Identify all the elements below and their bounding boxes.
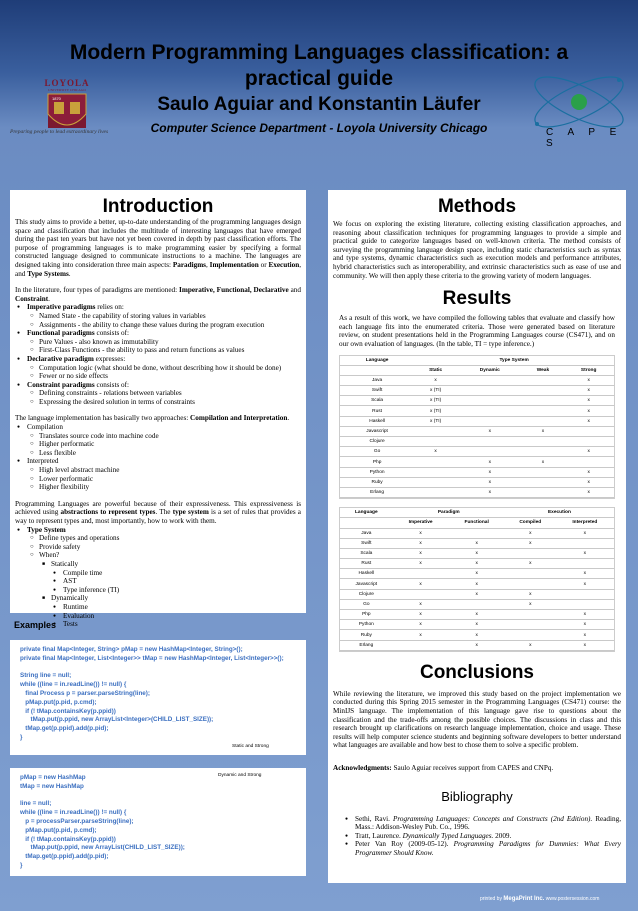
table-cell: x — [505, 559, 556, 569]
table-cell: Java — [340, 375, 414, 385]
capes-label: C A P E S — [546, 127, 623, 149]
table-header-row — [340, 365, 614, 375]
loyola-sub: UNIVERSITY CHICAGO — [48, 88, 86, 92]
code-label-dynamic: Dynamic and Strong — [218, 773, 262, 778]
table-cell: x — [563, 477, 614, 487]
type-system-list: ● Type System ○ Define types and operations ○ Provide safety ○ When? ■ Statically ● Compile time ● AST ● Type inference (TI) ■ Dynamically ● Runtime ● Evaluation ● Tests — [15, 526, 301, 629]
table-cell — [523, 386, 564, 396]
table-cell: Paradigm — [393, 508, 505, 518]
table-cell — [556, 599, 614, 609]
table-cell — [393, 640, 449, 650]
table-row — [340, 599, 614, 609]
table-cell: Go — [340, 447, 414, 457]
table-cell — [414, 467, 457, 477]
table-cell: x — [523, 457, 564, 467]
code-line: String line = null; — [20, 672, 72, 680]
table-header-row — [340, 508, 614, 518]
table-cell — [457, 375, 523, 385]
table-cell: x — [556, 569, 614, 579]
table-cell: x (TI) — [414, 406, 457, 416]
code-line: while ((line = in.readLine()) != null) { — [20, 809, 127, 817]
paradigm-execution-table — [339, 507, 615, 652]
code-line — [20, 664, 296, 673]
code-line: } — [20, 733, 23, 741]
table-row — [340, 396, 614, 406]
poster-title: Modern Programming Languages classification: a practical guide — [69, 41, 569, 90]
table-cell: x — [448, 589, 504, 599]
code-line: } — [20, 861, 23, 869]
loyola-shield-icon — [12, 92, 124, 132]
table-cell: x — [556, 548, 614, 558]
table-cell — [523, 487, 564, 497]
bib-ref-3: ● Peter Van Roy (2009-05-12). Programming Paradigms for Dummies: What Every Programmer Should Know. — [355, 840, 621, 857]
table-row — [340, 640, 614, 650]
table-header-row — [340, 356, 614, 366]
table-cell — [448, 528, 504, 538]
table-row — [340, 406, 614, 416]
type-system-grid — [340, 356, 614, 499]
code-example-dynamic — [10, 768, 306, 876]
poster-header — [0, 0, 638, 150]
table-row — [340, 528, 614, 538]
table-cell: x — [393, 579, 449, 589]
table-cell: x — [393, 559, 449, 569]
table-row — [340, 487, 614, 497]
table-cell: x — [393, 599, 449, 609]
table-row — [340, 548, 614, 558]
table-row — [340, 538, 614, 548]
table-cell — [393, 569, 449, 579]
table-cell: Javascript — [340, 579, 393, 589]
table-cell: Execution — [505, 508, 614, 518]
code-line: if (! tMap.containsKey(p.ppid)) — [20, 707, 116, 715]
table-row — [340, 620, 614, 630]
code-line: pMap.put(p.pid, p.cmd); — [20, 698, 97, 706]
loyola-tagline: Preparing people to lead extraordinary lives — [10, 129, 109, 135]
table-cell: x — [448, 579, 504, 589]
table-cell: x — [457, 457, 523, 467]
table-cell: Type System — [414, 356, 614, 366]
table-cell: Erlang — [340, 640, 393, 650]
bib-ref-2: ● Tratt, Laurence. Dynamically Typed Languages. 2009. — [355, 832, 621, 841]
table-cell: Php — [340, 457, 414, 467]
code-line: tMap = new HashMap — [20, 782, 84, 790]
table-cell: Swift — [340, 538, 393, 548]
table-cell — [523, 396, 564, 406]
table-cell: Language — [340, 508, 393, 518]
table-cell: Interpreted — [556, 518, 614, 528]
table-row — [340, 447, 614, 457]
table-cell: x — [448, 569, 504, 579]
table-cell — [556, 589, 614, 599]
table-cell — [457, 437, 523, 447]
table-cell — [523, 447, 564, 457]
table-cell — [523, 406, 564, 416]
code-line: tMap.put(p.ppid, new ArrayList(CHILD_LIST_SIZE)); — [20, 844, 185, 852]
table-row — [340, 426, 614, 436]
table-cell — [414, 437, 457, 447]
table-cell — [523, 375, 564, 385]
table-cell: x — [448, 538, 504, 548]
table-cell: Rust — [340, 559, 393, 569]
table-cell: Compiled — [505, 518, 556, 528]
table-cell: x — [457, 477, 523, 487]
table-cell: x — [563, 416, 614, 426]
code-line: p = processParser.parseString(line); — [20, 817, 134, 825]
table-row — [340, 386, 614, 396]
table-cell: Java — [340, 528, 393, 538]
table-cell: x — [457, 487, 523, 497]
table-cell — [563, 457, 614, 467]
table-cell: x — [556, 630, 614, 640]
printer-brand: MegaPrint Inc. — [503, 896, 545, 902]
code-line: if (! tMap.containsKey(p.ppid)) — [20, 835, 116, 843]
table-cell: x — [414, 375, 457, 385]
poster-authors: Saulo Aguiar and Konstantin Läufer — [157, 94, 481, 115]
table-cell: Static — [414, 365, 457, 375]
table-cell — [448, 599, 504, 609]
table-cell: Scala — [340, 396, 414, 406]
table-cell — [340, 365, 414, 375]
table-cell: x — [414, 447, 457, 457]
code-line: pMap = new HashMap — [20, 774, 86, 781]
bibliography-list — [333, 815, 621, 858]
table-cell — [556, 538, 614, 548]
table-cell — [457, 416, 523, 426]
code-line: while ((line = in.readLine()) != null) { — [20, 681, 127, 689]
table-cell — [505, 610, 556, 620]
code-line: private final Map<Integer, String> pMap = new HashMap<Integer, String>(); — [20, 646, 243, 653]
table-cell: Clojure — [340, 589, 393, 599]
table-cell: x — [448, 620, 504, 630]
table-row — [340, 569, 614, 579]
table-cell: x — [448, 548, 504, 558]
table-row — [340, 437, 614, 447]
results-text: As a result of this work, we have compiled the following tables that evaluate and classify how each language fits into the enumerated criteria. Those were generated based on literature review, on student presentations held in the Programming Languages course (CS471), and on our own evaluation of languages. (In the table, TI = type inference.) — [339, 314, 615, 348]
code-block-static — [20, 646, 296, 743]
table-row — [340, 457, 614, 467]
table-cell — [505, 569, 556, 579]
loyola-name: LOYOLA — [44, 78, 90, 88]
table-cell: x — [505, 528, 556, 538]
paradigm-execution-grid — [340, 508, 614, 651]
table-cell — [523, 467, 564, 477]
table-cell: x — [563, 386, 614, 396]
code-line: private final Map<Integer, List<Integer>> tMap = new HashMap<Integer, List<Integer>>(); — [20, 654, 284, 662]
table-cell — [523, 416, 564, 426]
introduction-body: This study aims to provide a better, up-to-date understanding of the programming languages design space and classification that includes the multitude of interesting languages that have emerged during the past ten years but have not yet been covered in depth by past classification efforts. The purpose of programming languages is to make programming easier by specifying a formal constructed language designed to communicate instructions to a machine. The languages are designed taking into consideration three main aspects: Paradigms, Implementation or Execution, and Type Systems. In the literature, four types of paradigms are mentioned: Imperative, Functional, Declarative and Constraint. ● Imperative paradigms relies on: ○ Named State - the capability of storing values in variables ○ Assignments - the ability to change these values during the program execution ● Functional paradigms consists of: ○ Pure Values - also known as immutability ○ First-Class Functions - the ability to pass and return functions as values ● Declarative paradigm expresses: ○ Computation logic (what should be done, without describing how it should be done) ○ Fewer or no side effects ● Constraint paradigms consists of: ○ Defining constraints - relations between variables ○ Expressing the desired solution in terms of constraints The language implementation has basically two approaches: Compilation and Interpretation. ● Compilation ○ Translates source code into machine code ○ Higher performatic ○ Less flexible ● Interpreted ○ High level abstract machine ○ Lower performatic ○ Higher flexibility Programming Languages are powerful because of their expressiveness. This expressiveness is achieved using abstractions to represent types. The type system is a set of rules that provides a way to represent types and, most importantly, how to work with them. ● Type System ○ Define types and operations ○ Provide safety ○ When? ■ Statically ● Compile time ● AST ● Type inference (TI) ■ Dynamically ● Runtime ● Evaluation ● Tests — [15, 218, 301, 629]
table-cell — [393, 589, 449, 599]
poster-department: Computer Science Department - Loyola University Chicago — [150, 121, 488, 135]
table-header-row — [340, 518, 614, 528]
table-cell: Clojure — [340, 437, 414, 447]
right-column-panel — [328, 190, 626, 883]
table-cell — [457, 386, 523, 396]
table-row — [340, 559, 614, 569]
table-cell: Imperative — [393, 518, 449, 528]
table-cell — [414, 477, 457, 487]
table-cell: x — [393, 630, 449, 640]
table-cell: x — [457, 426, 523, 436]
table-row — [340, 589, 614, 599]
table-cell: x (TI) — [414, 416, 457, 426]
conclusions-text: While reviewing the literature, we improved this study based on the project implementation we conducted during this Spring 2015 semester in the Programming Languages (CS471) course: the MinIJS language. The implementation of this language gave rise to questions about the classification and the trade-offs among the possible choices. The discussions in class and this research brought up clarifications on research language implementation, choice and usage. These results will help computer science students and beginning software developers to better understand what languages are available and how best to chose them to solve a specific problem. — [333, 689, 621, 750]
table-cell — [414, 426, 457, 436]
table-row — [340, 375, 614, 385]
code-line — [20, 792, 296, 801]
code-line: pMap.put(p.pid, p.cmd); — [20, 826, 97, 834]
table-cell: Functional — [448, 518, 504, 528]
table-cell: Weak — [523, 365, 564, 375]
table-cell: x — [448, 610, 504, 620]
table-cell — [563, 437, 614, 447]
table-cell: x — [505, 589, 556, 599]
table-cell: x — [556, 640, 614, 650]
table-cell: x — [448, 640, 504, 650]
methods-text: We focus on exploring the existing literature, collecting existing classification approaches, and reasoning about classification techniques for programming languages to provide a simple and practical guide to categorize languages based on well-known criteria. The method consists of surveying the programming language design space, including static characteristics such as syntax and type systems, dynamic characteristics such as execution models and performance attributes, hybrid characteristics such as interoperability, and extrinsic characteristics such as ease of use and community. We will then apply these criteria to the growing variety of modern languages. — [333, 220, 621, 280]
code-line: tMap.get(p.ppid).add(p.pid); — [20, 725, 109, 733]
table-cell: Haskell — [340, 569, 393, 579]
table-cell — [457, 447, 523, 457]
acknowledgments: Acknowledgments: Saulo Aguiar receives support from CAPES and CNPq. — [333, 763, 554, 772]
table-row — [340, 579, 614, 589]
table-cell: x — [505, 640, 556, 650]
table-row — [340, 610, 614, 620]
table-cell: Rust — [340, 406, 414, 416]
table-cell: x — [505, 599, 556, 609]
table-cell: Python — [340, 620, 393, 630]
code-line: tMap.get(p.ppid).add(p.pid); — [20, 853, 109, 861]
introduction-title: Introduction — [102, 196, 214, 217]
table-cell — [505, 548, 556, 558]
table-cell: x — [563, 375, 614, 385]
table-cell: x — [448, 559, 504, 569]
table-cell: Go — [340, 599, 393, 609]
bibliography-title: Bibliography — [441, 788, 513, 804]
table-cell — [556, 559, 614, 569]
printer-url: www.postersession.com — [545, 896, 600, 902]
implementation-list: ● Compilation ○ Translates source code into machine code ○ Higher performatic ○ Less flexible ● Interpreted ○ High level abstract machine ○ Lower performatic ○ Higher flexibility — [15, 423, 301, 492]
table-cell — [523, 477, 564, 487]
table-cell: Strong — [563, 365, 614, 375]
table-cell: x — [393, 528, 449, 538]
table-row — [340, 416, 614, 426]
methods-title: Methods — [437, 196, 517, 217]
conclusions-title: Conclusions — [419, 661, 534, 683]
table-cell: x — [563, 396, 614, 406]
table-cell: x — [457, 467, 523, 477]
table-cell: Dynamic — [457, 365, 523, 375]
table-cell: x — [505, 538, 556, 548]
table-cell: x — [393, 538, 449, 548]
table-cell: Haskell — [340, 416, 414, 426]
code-line: line = null; — [20, 800, 52, 808]
code-line: final Process p = parser.parseString(line); — [20, 689, 151, 697]
table-cell: x — [563, 447, 614, 457]
table-row — [340, 467, 614, 477]
table-cell — [505, 620, 556, 630]
table-cell — [340, 518, 393, 528]
table-cell — [505, 630, 556, 640]
table-cell: Erlang — [340, 487, 414, 497]
table-cell: x — [556, 610, 614, 620]
type-system-table — [339, 355, 615, 500]
table-cell: x — [393, 548, 449, 558]
table-cell: x — [563, 467, 614, 477]
table-cell: Python — [340, 467, 414, 477]
table-cell: Language — [340, 356, 414, 366]
table-cell: x — [563, 487, 614, 497]
table-cell: x — [393, 620, 449, 630]
table-cell: Javascript — [340, 426, 414, 436]
table-cell: x — [556, 620, 614, 630]
table-cell: x (TI) — [414, 396, 457, 406]
table-cell: Ruby — [340, 477, 414, 487]
table-cell: Php — [340, 610, 393, 620]
code-block-dynamic — [20, 774, 296, 871]
results-title: Results — [442, 288, 512, 310]
table-cell: x — [556, 579, 614, 589]
table-cell: x — [556, 528, 614, 538]
table-cell — [457, 406, 523, 416]
table-cell — [523, 437, 564, 447]
bib-ref-1: ● Sethi, Ravi. Programming Languages: Concepts and Constructs (2nd Edition). Reading, Mass.: Addison-Wesley Pub. Co., 1996. — [355, 815, 621, 832]
table-cell — [505, 579, 556, 589]
table-row — [340, 477, 614, 487]
table-cell — [414, 487, 457, 497]
table-cell: Swift — [340, 386, 414, 396]
table-cell — [414, 457, 457, 467]
table-cell: x — [563, 406, 614, 416]
table-cell: x — [523, 426, 564, 436]
examples-title: Examples — [14, 620, 57, 630]
table-cell — [563, 426, 614, 436]
table-cell: x — [448, 630, 504, 640]
code-label-static: Static and Strong — [232, 744, 269, 749]
table-cell: Ruby — [340, 630, 393, 640]
svg-text:1870: 1870 — [52, 96, 61, 101]
table-cell: Scala — [340, 548, 393, 558]
table-cell — [457, 396, 523, 406]
paradigm-list: ● Imperative paradigms relies on: ○ Named State - the capability of storing values in variables ○ Assignments - the ability to change these values during the program execution ● Functional paradigms consists of: ○ Pure Values - also known as immutability ○ First-Class Functions - the ability to pass and return functions as values ● Declarative paradigm expresses: ○ Computation logic (what should be done, without describing how it should be done) ○ Fewer or no side effects ● Constraint paradigms consists of: ○ Defining constraints - relations between variables ○ Expressing the desired solution in terms of constraints — [15, 303, 301, 406]
code-example-static — [10, 640, 306, 755]
table-cell: x (TI) — [414, 386, 457, 396]
table-row — [340, 630, 614, 640]
printer-footer: printed by MegaPrint Inc. www.postersession.com — [480, 896, 600, 902]
code-line: tMap.put(p.ppid, new ArrayList<Integer>(CHILD_LIST_SIZE)); — [20, 716, 214, 724]
table-cell: x — [393, 610, 449, 620]
